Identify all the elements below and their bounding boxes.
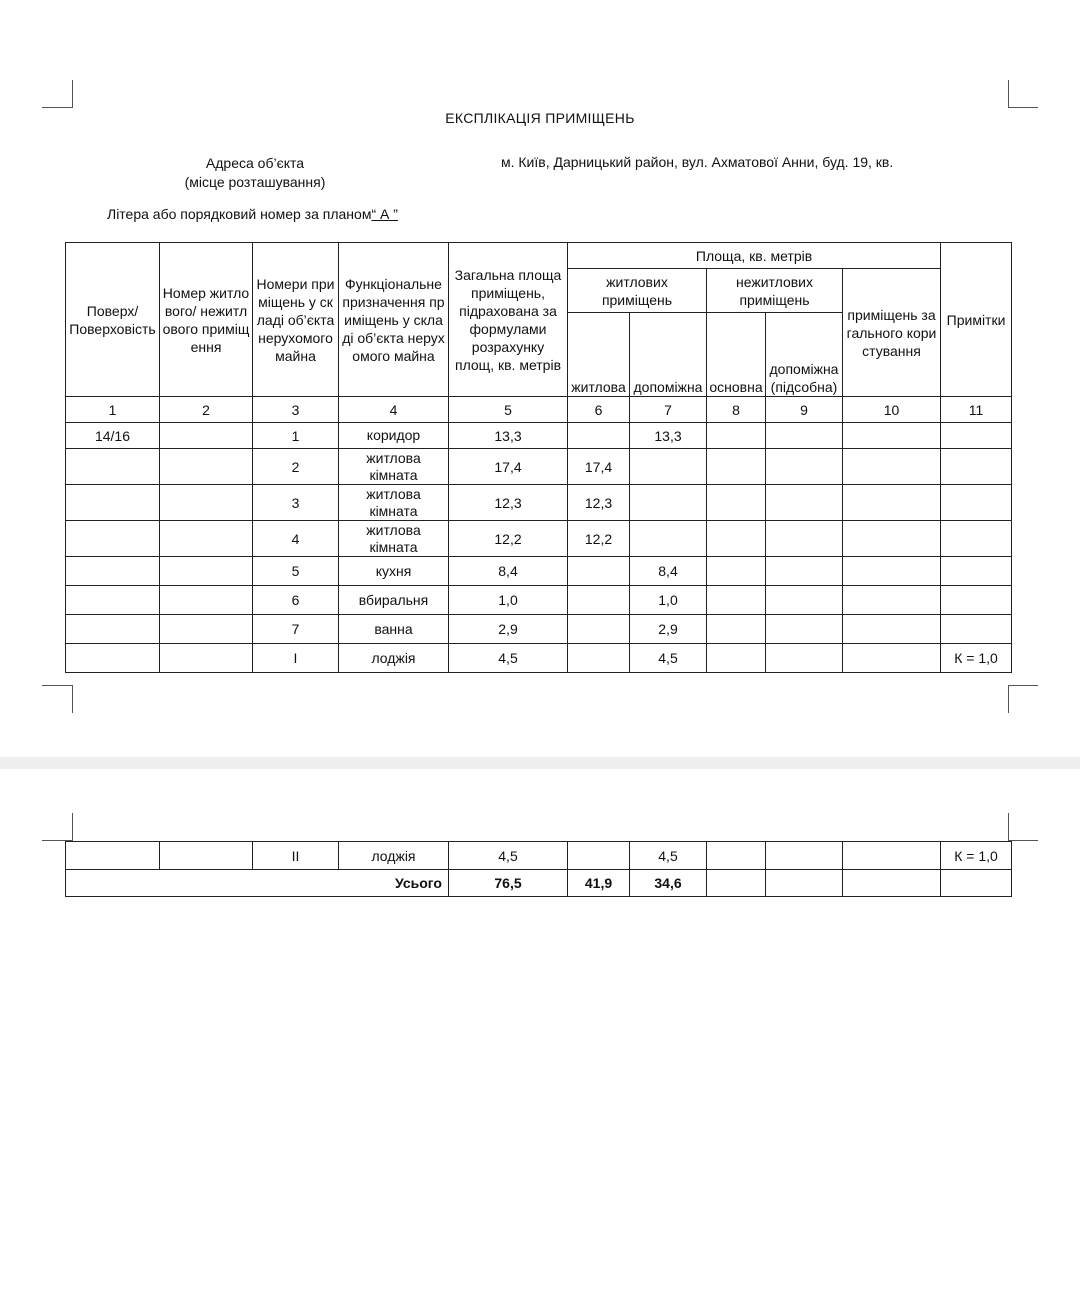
column-number-row: [66, 397, 1012, 423]
cell-unit: [160, 644, 253, 673]
cell-living: [568, 586, 630, 615]
cell-nonliving: [707, 485, 766, 521]
cell-living-aux: 8,4: [630, 557, 707, 586]
cell-living-aux: 13,3: [630, 423, 707, 449]
cell-floor: [66, 615, 160, 644]
totals-nonliving: [707, 870, 766, 897]
cell-room: 3: [253, 485, 339, 521]
cell-nonliving: [707, 842, 766, 870]
header-unit-number: Номер житлового/ нежитлового приміщення: [160, 243, 253, 397]
cell-nonliving: [707, 615, 766, 644]
header-nonliving-main: основна: [707, 313, 766, 397]
cell-unit: [160, 586, 253, 615]
table-body: [66, 423, 1012, 673]
col-number: 7: [630, 397, 707, 423]
table-row: [66, 586, 1012, 615]
table-row: [66, 521, 1012, 557]
header-nonliving-aux: допоміжна (підсобна): [766, 313, 843, 397]
litera-label: Літера або порядковий номер за планом: [107, 206, 372, 222]
cell-living: 17,4: [568, 449, 630, 485]
cell-unit: [160, 615, 253, 644]
cell-floor: [66, 449, 160, 485]
cell-nonliving: [707, 557, 766, 586]
cell-nonliving-aux: [766, 557, 843, 586]
corner-mark: [1008, 685, 1038, 686]
header-common: приміщень загального користування: [843, 269, 941, 397]
cell-floor: [66, 521, 160, 557]
cell-total: 17,4: [449, 449, 568, 485]
cell-living-aux: [630, 485, 707, 521]
cell-common: [843, 615, 941, 644]
cell-nonliving-aux: [766, 615, 843, 644]
address-label: Адреса об’єкта: [205, 155, 305, 171]
header-nonliving-group: нежитлових приміщень: [707, 269, 843, 313]
table-row: [66, 644, 1012, 673]
cell-unit: [160, 423, 253, 449]
cell-living-aux: 2,9: [630, 615, 707, 644]
header-living-group: житлових приміщень: [568, 269, 707, 313]
cell-nonliving-aux: [766, 644, 843, 673]
header-room-numbers: Номери приміщень у складі об’єкта нерухомого майна: [253, 243, 339, 397]
col-number: 3: [253, 397, 339, 423]
litera-value: “ А ”: [371, 206, 398, 222]
address-label-block: [150, 154, 360, 192]
cell-total: 2,9: [449, 615, 568, 644]
cell-floor: [66, 586, 160, 615]
totals-nonliving-aux: [766, 870, 843, 897]
cell-living-aux: 4,5: [630, 842, 707, 870]
cell-common: [843, 485, 941, 521]
address-value: м. Київ, Дарницький район, вул. Ахматової Анни, буд. 19, кв.: [501, 154, 894, 170]
corner-mark: [42, 107, 72, 108]
cell-living-aux: 4,5: [630, 644, 707, 673]
header-area-group: Площа, кв. метрів: [568, 243, 941, 269]
table-row: [66, 449, 1012, 485]
cell-floor: [66, 842, 160, 870]
cell-living: [568, 842, 630, 870]
totals-note: [941, 870, 1012, 897]
corner-mark: [1008, 840, 1038, 841]
cell-floor: 14/16: [66, 423, 160, 449]
cell-living: [568, 615, 630, 644]
totals-living: 41,9: [568, 870, 630, 897]
header-living-aux: допоміжна: [630, 313, 707, 397]
cell-floor: [66, 644, 160, 673]
cell-note: [941, 615, 1012, 644]
header-floor: Поверх/ Поверховість: [66, 243, 160, 397]
table-row: [66, 557, 1012, 586]
cell-common: [843, 557, 941, 586]
col-number: 8: [707, 397, 766, 423]
header-notes: Примітки: [941, 243, 1012, 397]
cell-purpose: житлова кімната: [339, 449, 449, 485]
corner-mark: [1008, 80, 1009, 108]
totals-row: [66, 870, 1012, 897]
cell-nonliving-aux: [766, 449, 843, 485]
corner-mark: [72, 813, 73, 841]
cell-common: [843, 521, 941, 557]
cell-room: 1: [253, 423, 339, 449]
cell-unit: [160, 449, 253, 485]
cell-unit: [160, 842, 253, 870]
cell-living: [568, 423, 630, 449]
cell-purpose: житлова кімната: [339, 485, 449, 521]
address-sublabel: (місце розташування): [184, 174, 326, 190]
col-number: 11: [941, 397, 1012, 423]
cell-room: 4: [253, 521, 339, 557]
cell-note: К = 1,0: [941, 842, 1012, 870]
cell-room: 6: [253, 586, 339, 615]
corner-mark: [1008, 107, 1038, 108]
cell-room: 7: [253, 615, 339, 644]
cell-common: [843, 423, 941, 449]
page-gap: [0, 757, 1080, 769]
cell-nonliving: [707, 644, 766, 673]
cell-total: 8,4: [449, 557, 568, 586]
col-number: 10: [843, 397, 941, 423]
col-number: 4: [339, 397, 449, 423]
cell-living-aux: 1,0: [630, 586, 707, 615]
document-title: ЕКСПЛІКАЦІЯ ПРИМІЩЕНЬ: [445, 110, 635, 126]
cell-purpose: коридор: [339, 423, 449, 449]
cell-note: [941, 449, 1012, 485]
cell-living: [568, 557, 630, 586]
col-number: 9: [766, 397, 843, 423]
cell-nonliving-aux: [766, 842, 843, 870]
totals-common: [843, 870, 941, 897]
cell-room: II: [253, 842, 339, 870]
cell-room: I: [253, 644, 339, 673]
corner-mark: [72, 80, 73, 108]
cell-living: [568, 644, 630, 673]
col-number: 1: [66, 397, 160, 423]
cell-floor: [66, 485, 160, 521]
cell-nonliving: [707, 449, 766, 485]
cell-common: [843, 842, 941, 870]
cell-common: [843, 449, 941, 485]
cell-note: [941, 423, 1012, 449]
header-total-area: Загальна площа приміщень, підрахована за формулами розрахунку площ, кв. метрів: [449, 243, 568, 397]
cell-note: [941, 485, 1012, 521]
cell-common: [843, 644, 941, 673]
cell-note: [941, 586, 1012, 615]
col-number: 6: [568, 397, 630, 423]
header-living-main: житлова: [568, 313, 630, 397]
table-row: [66, 423, 1012, 449]
table-row: [66, 615, 1012, 644]
cell-common: [843, 586, 941, 615]
cell-unit: [160, 521, 253, 557]
col-number: 2: [160, 397, 253, 423]
cell-nonliving: [707, 423, 766, 449]
cell-living: 12,2: [568, 521, 630, 557]
corner-mark: [1008, 685, 1009, 713]
cell-purpose: вбиральня: [339, 586, 449, 615]
cell-unit: [160, 557, 253, 586]
cell-total: 1,0: [449, 586, 568, 615]
cell-room: 5: [253, 557, 339, 586]
totals-living-aux: 34,6: [630, 870, 707, 897]
corner-mark: [1008, 813, 1009, 841]
cell-note: К = 1,0: [941, 644, 1012, 673]
cell-nonliving-aux: [766, 485, 843, 521]
litera-line: [107, 206, 398, 222]
cell-nonliving-aux: [766, 423, 843, 449]
cell-living-aux: [630, 449, 707, 485]
cell-nonliving: [707, 521, 766, 557]
cell-purpose: ванна: [339, 615, 449, 644]
cell-unit: [160, 485, 253, 521]
cell-floor: [66, 557, 160, 586]
cell-living: 12,3: [568, 485, 630, 521]
cell-living-aux: [630, 521, 707, 557]
cell-purpose: лоджія: [339, 842, 449, 870]
cell-purpose: житлова кімната: [339, 521, 449, 557]
cell-total: 12,2: [449, 521, 568, 557]
totals-label: Усього: [66, 870, 449, 897]
cell-nonliving-aux: [766, 586, 843, 615]
corner-mark: [72, 685, 73, 713]
explication-table: [65, 242, 1012, 673]
table-row: [66, 485, 1012, 521]
cell-nonliving: [707, 586, 766, 615]
explication-table-continued: [65, 841, 1012, 897]
cell-purpose: кухня: [339, 557, 449, 586]
table-row: [66, 842, 1012, 870]
cell-room: 2: [253, 449, 339, 485]
header-purpose: Функціональне призначення приміщень у складі об’єкта нерухомого майна: [339, 243, 449, 397]
cell-nonliving-aux: [766, 521, 843, 557]
totals-total: 76,5: [449, 870, 568, 897]
col-number: 5: [449, 397, 568, 423]
cell-note: [941, 521, 1012, 557]
cell-total: 4,5: [449, 842, 568, 870]
cell-purpose: лоджія: [339, 644, 449, 673]
cell-total: 4,5: [449, 644, 568, 673]
cell-total: 13,3: [449, 423, 568, 449]
corner-mark: [42, 685, 72, 686]
cell-note: [941, 557, 1012, 586]
cell-total: 12,3: [449, 485, 568, 521]
